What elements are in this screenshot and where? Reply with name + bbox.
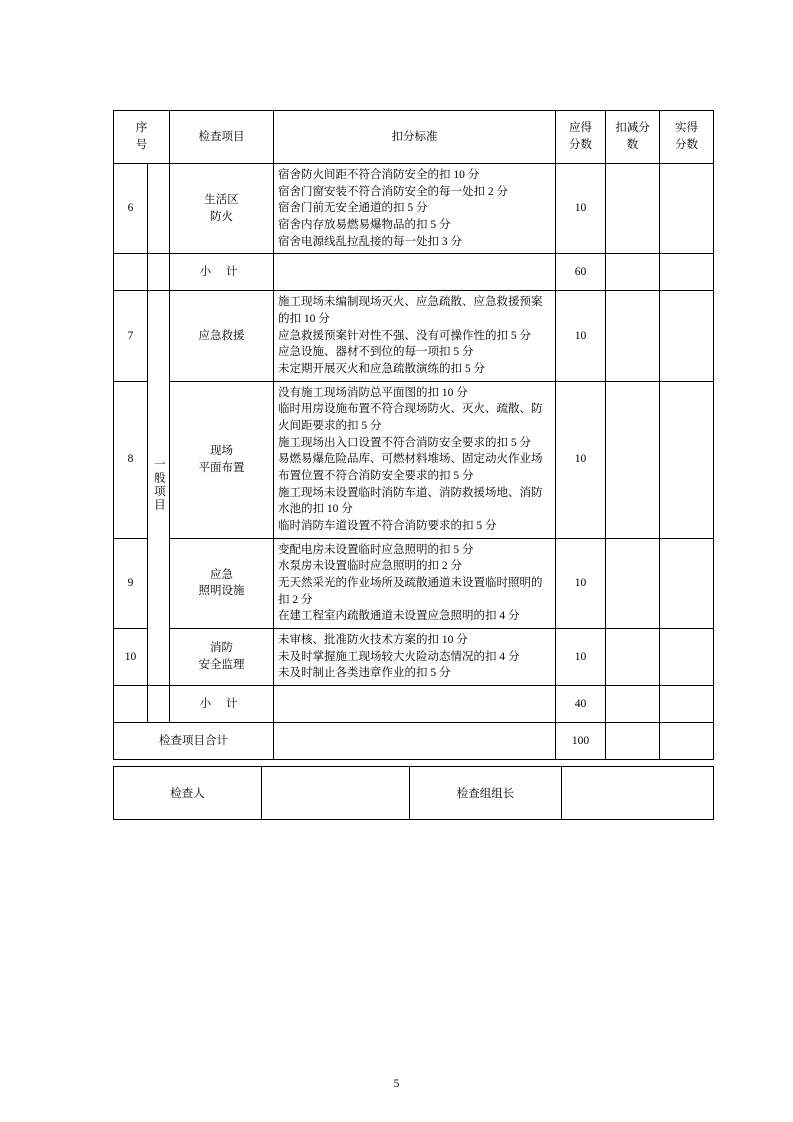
category-label: 一般项目	[152, 458, 165, 513]
leader-value[interactable]	[562, 767, 714, 820]
subtotal-actual[interactable]	[660, 254, 714, 291]
row-standard: 没有施工现场消防总平面图的扣 10 分 临时用房设施布置不符合现场防火、灭火、疏散、防火间距要求的扣 5 分 施工现场出入口设置不符合消防安全要求的扣 5 分 易燃易爆危险品库、可燃材料堆场、固定动火作业场布置位置不符合消防安全要求的扣 5 分 施工现场未设置临时消防车道、消防救援场地、消防水池的扣 10 分 临时消防车道设置不符合消防要求的扣 5 分	[274, 381, 556, 538]
subtotal-seq	[114, 686, 148, 723]
row-item: 消防 安全监理	[170, 629, 274, 686]
header-item: 检查项目	[170, 111, 274, 164]
subtotal-score: 40	[556, 686, 606, 723]
row-actual[interactable]	[660, 164, 714, 254]
row-seq: 6	[114, 164, 148, 254]
leader-label: 检查组组长	[410, 767, 562, 820]
signature-table	[113, 766, 714, 820]
row-item: 应急 照明设施	[170, 538, 274, 628]
subtotal-standard-empty	[274, 686, 556, 723]
row-item: 生活区 防火	[170, 164, 274, 254]
row-deduction[interactable]	[606, 629, 660, 686]
subtotal-deduction[interactable]	[606, 254, 660, 291]
row-deduction[interactable]	[606, 381, 660, 538]
header-actual: 实得 分数	[660, 111, 714, 164]
row-deduction[interactable]	[606, 164, 660, 254]
row-score: 10	[556, 381, 606, 538]
header-deduction: 扣减分 数	[606, 111, 660, 164]
row-seq: 8	[114, 381, 148, 538]
row-actual[interactable]	[660, 381, 714, 538]
row-score: 10	[556, 538, 606, 628]
row-score: 10	[556, 291, 606, 381]
row-standard: 未审核、批准防火技术方案的扣 10 分 未及时掌握施工现场较大火险动态情况的扣 4 分 未及时制止各类违章作业的扣 5 分	[274, 629, 556, 686]
row-seq: 7	[114, 291, 148, 381]
row-actual[interactable]	[660, 538, 714, 628]
inspection-table	[113, 110, 714, 760]
subtotal-actual[interactable]	[660, 686, 714, 723]
subtotal-seq	[114, 254, 148, 291]
total-label: 检查项目合计	[114, 723, 274, 760]
table-row	[114, 381, 714, 538]
row-item: 现场 平面布置	[170, 381, 274, 538]
table-row	[114, 538, 714, 628]
subtotal-label: 小 计	[170, 254, 274, 291]
table-header-row	[114, 111, 714, 164]
header-seq: 序 号	[114, 111, 170, 164]
row-standard: 施工现场未编制现场灭火、应急疏散、应急救援预案的扣 10 分 应急救援预案针对性不强、没有可操作性的扣 5 分 应急设施、器材不到位的每一项扣 5 分 未定期开展灭火和应急疏散演练的扣 5 分	[274, 291, 556, 381]
total-actual[interactable]	[660, 723, 714, 760]
row-seq: 10	[114, 629, 148, 686]
total-row	[114, 723, 714, 760]
row-seq: 9	[114, 538, 148, 628]
subtotal-row	[114, 254, 714, 291]
table-row	[114, 291, 714, 381]
row-category-empty	[148, 164, 170, 254]
subtotal-standard-empty	[274, 254, 556, 291]
header-standard: 扣分标准	[274, 111, 556, 164]
row-deduction[interactable]	[606, 538, 660, 628]
subtotal-category-empty	[148, 254, 170, 291]
table-row	[114, 164, 714, 254]
table-row	[114, 629, 714, 686]
row-standard: 变配电房未设置临时应急照明的扣 5 分 水泵房未设置临时应急照明的扣 2 分 无天然采光的作业场所及疏散通道未设置临时照明的扣 2 分 在建工程室内疏散通道未设置应急照明的扣 4 分	[274, 538, 556, 628]
page-number: 5	[393, 1078, 400, 1090]
subtotal-category-empty	[148, 686, 170, 723]
total-score: 100	[556, 723, 606, 760]
row-standard: 宿舍防火间距不符合消防安全的扣 10 分 宿舍门窗安装不符合消防安全的每一处扣 2 分 宿舍门前无安全通道的扣 5 分 宿舍内存放易燃易爆物品的扣 5 分 宿舍电源线乱拉乱接的每一处扣 3 分	[274, 164, 556, 254]
total-standard-empty	[274, 723, 556, 760]
inspector-label: 检查人	[114, 767, 262, 820]
row-score: 10	[556, 164, 606, 254]
subtotal-score: 60	[556, 254, 606, 291]
row-score: 10	[556, 629, 606, 686]
row-actual[interactable]	[660, 629, 714, 686]
subtotal-label: 小 计	[170, 686, 274, 723]
row-item: 应急救援	[170, 291, 274, 381]
subtotal-deduction[interactable]	[606, 686, 660, 723]
total-deduction[interactable]	[606, 723, 660, 760]
inspection-sheet	[113, 110, 713, 820]
row-deduction[interactable]	[606, 291, 660, 381]
subtotal-row	[114, 686, 714, 723]
row-actual[interactable]	[660, 291, 714, 381]
signature-row	[114, 767, 714, 820]
row-category	[148, 291, 170, 686]
inspector-value[interactable]	[262, 767, 410, 820]
header-score: 应得 分数	[556, 111, 606, 164]
